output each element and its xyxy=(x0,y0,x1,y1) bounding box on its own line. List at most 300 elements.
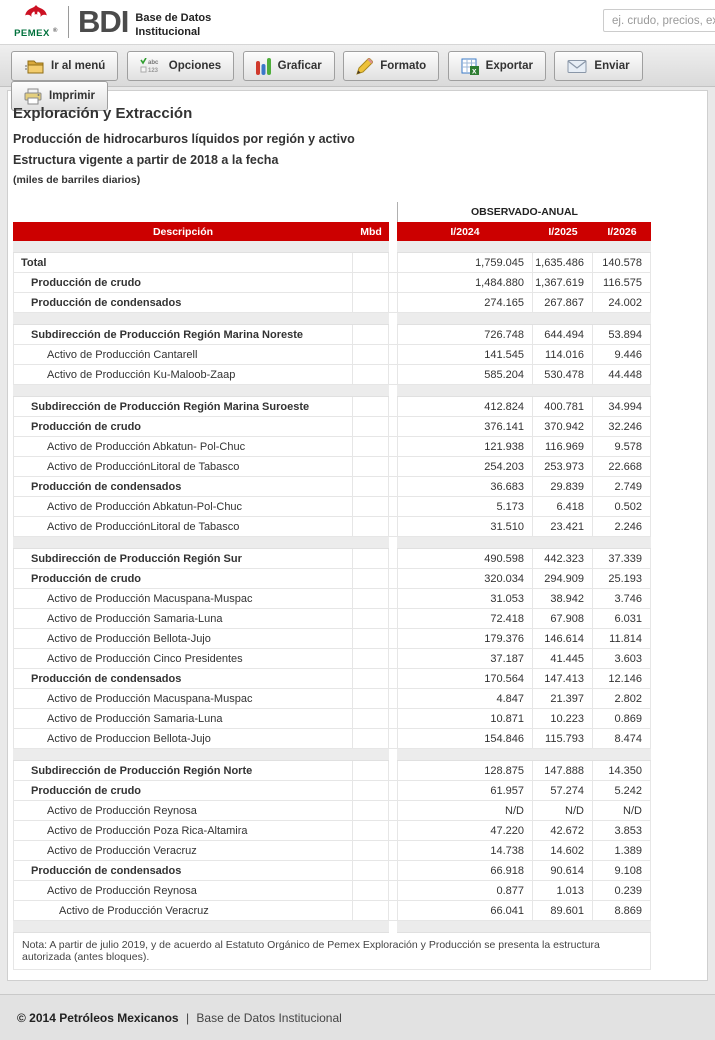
row-label: Total xyxy=(13,253,353,273)
table-row xyxy=(13,477,651,497)
row-value: 37.339 xyxy=(593,549,651,569)
row-label: Activo de Producción Samaria-Luna xyxy=(13,709,353,729)
row-value: 0.869 xyxy=(593,709,651,729)
column-gap xyxy=(389,589,397,609)
page-units: (miles de barriles diarios) xyxy=(13,174,141,186)
row-value: 442.323 xyxy=(533,549,593,569)
spacer-cell xyxy=(593,385,651,397)
table-row xyxy=(13,549,651,569)
table-row xyxy=(13,821,651,841)
svg-text:abc: abc xyxy=(147,60,159,66)
row-label: Activo de Producción Abkatun-Pol-Chuc xyxy=(13,497,353,517)
row-value: 14.738 xyxy=(397,841,533,861)
spacer-cell xyxy=(533,385,593,397)
row-value: 9.108 xyxy=(593,861,651,881)
row-mbd-cell xyxy=(353,689,389,709)
spacer-cell xyxy=(533,749,593,761)
bdi-logo-text: BDI xyxy=(78,4,129,39)
row-label: Activo de Producción Abkatun- Pol-Chuc xyxy=(13,437,353,457)
row-value: 47.220 xyxy=(397,821,533,841)
row-label: Subdirección de Producción Región Marina Noreste xyxy=(13,325,353,345)
row-value: 644.494 xyxy=(533,325,593,345)
row-value: 4.847 xyxy=(397,689,533,709)
row-value: 294.909 xyxy=(533,569,593,589)
row-value: 3.853 xyxy=(593,821,651,841)
column-gap xyxy=(389,457,397,477)
pencil-icon xyxy=(356,58,373,75)
column-gap xyxy=(389,417,397,437)
bdi-tagline xyxy=(135,5,211,38)
row-value: 490.598 xyxy=(397,549,533,569)
column-gap xyxy=(389,477,397,497)
row-value: 147.413 xyxy=(533,669,593,689)
row-mbd-cell xyxy=(353,397,389,417)
table-row xyxy=(13,669,651,689)
row-mbd-cell xyxy=(353,761,389,781)
spacer-cell xyxy=(397,385,533,397)
send-button[interactable] xyxy=(554,51,642,81)
column-gap xyxy=(389,921,397,933)
table-row xyxy=(13,517,651,537)
column-gap xyxy=(389,881,397,901)
row-value: 31.053 xyxy=(397,589,533,609)
row-value: 5.242 xyxy=(593,781,651,801)
row-value: 5.173 xyxy=(397,497,533,517)
column-gap xyxy=(389,345,397,365)
row-value: 36.683 xyxy=(397,477,533,497)
spacer-cell xyxy=(13,313,353,325)
row-value: 400.781 xyxy=(533,397,593,417)
column-header-mbd: Mbd xyxy=(353,222,389,241)
table-row xyxy=(13,273,651,293)
bar-chart-icon xyxy=(256,58,271,75)
row-value: 24.002 xyxy=(593,293,651,313)
spacer-row xyxy=(13,749,651,761)
spacer-row xyxy=(13,313,651,325)
table-body xyxy=(13,241,651,970)
table-row xyxy=(13,253,651,273)
row-label: Activo de Producción Reynosa xyxy=(13,881,353,901)
table-row xyxy=(13,325,651,345)
table-note-row xyxy=(13,933,651,970)
options-button[interactable] xyxy=(127,51,234,81)
envelope-icon xyxy=(567,59,587,74)
table-row xyxy=(13,649,651,669)
row-mbd-cell xyxy=(353,841,389,861)
pemex-wordmark: PEMEX ® xyxy=(14,27,58,40)
column-gap xyxy=(389,549,397,569)
column-gap xyxy=(389,629,397,649)
row-value: 72.418 xyxy=(397,609,533,629)
table-row xyxy=(13,417,651,437)
row-label: Activo de Producción Macuspana-Muspac xyxy=(13,589,353,609)
column-gap xyxy=(389,253,397,273)
row-value: 274.165 xyxy=(397,293,533,313)
folder-menu-icon xyxy=(24,58,44,74)
column-gap xyxy=(389,385,397,397)
table-row xyxy=(13,397,651,417)
top-header xyxy=(0,0,715,45)
row-value: 141.545 xyxy=(397,345,533,365)
spacer-cell xyxy=(397,921,533,933)
row-mbd-cell xyxy=(353,881,389,901)
spacer-cell xyxy=(13,385,353,397)
tagline-line2: Institucional xyxy=(135,25,201,38)
row-value: N/D xyxy=(533,801,593,821)
row-label: Activo de Producción Cantarell xyxy=(13,345,353,365)
row-value: 3.746 xyxy=(593,589,651,609)
column-gap xyxy=(389,569,397,589)
table-row xyxy=(13,901,651,921)
row-value: 61.957 xyxy=(397,781,533,801)
row-value: 11.814 xyxy=(593,629,651,649)
row-value: 0.502 xyxy=(593,497,651,517)
row-label: Producción de crudo xyxy=(13,273,353,293)
column-gap xyxy=(389,689,397,709)
registered-mark: ® xyxy=(52,27,58,34)
row-value: 89.601 xyxy=(533,901,593,921)
row-value: 585.204 xyxy=(397,365,533,385)
row-value: 170.564 xyxy=(397,669,533,689)
footer-copyright: © 2014 Petróleos Mexicanos xyxy=(17,1010,179,1025)
row-value: 41.445 xyxy=(533,649,593,669)
row-label: Producción de crudo xyxy=(13,417,353,437)
column-gap xyxy=(389,609,397,629)
row-value: 14.602 xyxy=(533,841,593,861)
row-value: 115.793 xyxy=(533,729,593,749)
row-value: 146.614 xyxy=(533,629,593,649)
row-mbd-cell xyxy=(353,729,389,749)
row-label: Activo de Produccion Bellota-Jujo xyxy=(13,729,353,749)
row-mbd-cell xyxy=(353,781,389,801)
row-mbd-cell xyxy=(353,549,389,569)
row-value: 25.193 xyxy=(593,569,651,589)
row-value: 254.203 xyxy=(397,457,533,477)
brand-divider xyxy=(68,6,69,38)
row-label: Subdirección de Producción Región Marina Suroeste xyxy=(13,397,353,417)
page-title: Exploración y Extracción xyxy=(13,105,193,122)
table-row xyxy=(13,689,651,709)
row-value: 267.867 xyxy=(533,293,593,313)
row-label: Activo de ProducciónLitoral de Tabasco xyxy=(13,457,353,477)
row-mbd-cell xyxy=(353,861,389,881)
column-gap xyxy=(389,821,397,841)
printer-icon xyxy=(24,88,42,105)
column-header-descripcion: Descripción xyxy=(13,222,353,241)
row-value: 179.376 xyxy=(397,629,533,649)
table-row xyxy=(13,781,651,801)
button-label: Exportar xyxy=(485,60,533,72)
table-row xyxy=(13,293,651,313)
row-mbd-cell xyxy=(353,345,389,365)
row-mbd-cell xyxy=(353,901,389,921)
row-value: 3.603 xyxy=(593,649,651,669)
column-gap xyxy=(389,749,397,761)
spacer-row xyxy=(13,241,651,253)
spacer-cell xyxy=(593,241,651,253)
row-label: Activo de Producción Samaria-Luna xyxy=(13,609,353,629)
row-mbd-cell xyxy=(353,273,389,293)
row-label: Producción de condensados xyxy=(13,477,353,497)
table-row xyxy=(13,569,651,589)
button-label: Formato xyxy=(380,60,427,72)
row-mbd-cell xyxy=(353,293,389,313)
row-mbd-cell xyxy=(353,821,389,841)
button-label: Opciones xyxy=(168,60,222,72)
svg-text:123: 123 xyxy=(147,68,158,74)
page-subtitle-structure: Estructura vigente a partir de 2018 a la fecha xyxy=(13,153,279,167)
column-gap xyxy=(389,901,397,921)
row-value: 1.389 xyxy=(593,841,651,861)
table-row xyxy=(13,761,651,781)
row-mbd-cell xyxy=(353,325,389,345)
spacer-cell xyxy=(353,241,389,253)
spacer-cell xyxy=(13,537,353,549)
button-label: Enviar xyxy=(594,60,630,72)
button-label: Ir al menú xyxy=(51,60,106,72)
row-value: 116.575 xyxy=(593,273,651,293)
column-gap xyxy=(389,293,397,313)
row-value: 34.994 xyxy=(593,397,651,417)
spacer-cell xyxy=(13,241,353,253)
row-value: N/D xyxy=(593,801,651,821)
column-gap xyxy=(389,729,397,749)
row-mbd-cell xyxy=(353,709,389,729)
column-gap xyxy=(389,241,397,253)
row-value: 21.397 xyxy=(533,689,593,709)
tagline-line1: Base de Datos xyxy=(135,12,212,25)
column-gap xyxy=(389,861,397,881)
spacer-cell xyxy=(13,749,353,761)
table-row xyxy=(13,497,651,517)
row-value: 2.749 xyxy=(593,477,651,497)
row-mbd-cell xyxy=(353,629,389,649)
table-row xyxy=(13,589,651,609)
row-value: 9.578 xyxy=(593,437,651,457)
row-value: 376.141 xyxy=(397,417,533,437)
row-value: 114.016 xyxy=(533,345,593,365)
column-gap xyxy=(389,517,397,537)
row-mbd-cell xyxy=(353,609,389,629)
row-value: 154.846 xyxy=(397,729,533,749)
row-mbd-cell xyxy=(353,417,389,437)
brand-logo xyxy=(10,3,211,41)
column-gap xyxy=(389,365,397,385)
excel-export-icon xyxy=(461,58,479,75)
table-row xyxy=(13,709,651,729)
spacer-cell xyxy=(13,921,353,933)
spacer-cell xyxy=(353,749,389,761)
column-header-2025: I/2025 xyxy=(533,222,593,241)
row-value: 23.421 xyxy=(533,517,593,537)
row-value: 116.969 xyxy=(533,437,593,457)
column-gap xyxy=(389,801,397,821)
footer-site-name: Base de Datos Institucional xyxy=(196,1010,342,1025)
row-value: 67.908 xyxy=(533,609,593,629)
row-value: 53.894 xyxy=(593,325,651,345)
column-gap xyxy=(389,497,397,517)
table-row xyxy=(13,345,651,365)
row-label: Producción de condensados xyxy=(13,861,353,881)
row-value: 253.973 xyxy=(533,457,593,477)
spacer-cell xyxy=(353,313,389,325)
row-value: 6.418 xyxy=(533,497,593,517)
row-value: 128.875 xyxy=(397,761,533,781)
row-value: 6.031 xyxy=(593,609,651,629)
table-row xyxy=(13,609,651,629)
row-label: Activo de ProducciónLitoral de Tabasco xyxy=(13,517,353,537)
observed-annual-label: OBSERVADO-ANUAL xyxy=(397,202,651,222)
row-value: 44.448 xyxy=(593,365,651,385)
row-value: 140.578 xyxy=(593,253,651,273)
row-value: 31.510 xyxy=(397,517,533,537)
table-row xyxy=(13,629,651,649)
row-value: 57.274 xyxy=(533,781,593,801)
svg-text:x: x xyxy=(471,66,477,75)
format-button[interactable] xyxy=(343,51,439,81)
table-note: Nota: A partir de julio 2019, y de acuerdo al Estatuto Orgánico de Pemex Exploración y Producción se presenta la estructura autorizada (antes bloques). xyxy=(13,933,651,970)
row-label: Producción de condensados xyxy=(13,669,353,689)
column-gap xyxy=(389,437,397,457)
spacer-cell xyxy=(533,921,593,933)
chart-button[interactable] xyxy=(243,51,335,81)
table-row xyxy=(13,729,651,749)
content-panel xyxy=(7,90,708,981)
row-value: 66.918 xyxy=(397,861,533,881)
row-value: 0.877 xyxy=(397,881,533,901)
row-value: 0.239 xyxy=(593,881,651,901)
row-value: 1,367.619 xyxy=(533,273,593,293)
spacer-cell xyxy=(533,313,593,325)
spacer-row xyxy=(13,537,651,549)
pemex-eagle-icon xyxy=(22,5,50,28)
spacer-cell xyxy=(397,537,533,549)
row-label: Producción de crudo xyxy=(13,569,353,589)
row-value: 22.668 xyxy=(593,457,651,477)
toolbar xyxy=(0,45,715,102)
row-label: Producción de condensados xyxy=(13,293,353,313)
row-value: 726.748 xyxy=(397,325,533,345)
spacer-cell xyxy=(593,921,651,933)
row-value: 66.041 xyxy=(397,901,533,921)
row-mbd-cell xyxy=(353,477,389,497)
row-value: 42.672 xyxy=(533,821,593,841)
row-label: Subdirección de Producción Región Norte xyxy=(13,761,353,781)
pemex-logo xyxy=(10,5,62,39)
column-gap xyxy=(389,325,397,345)
row-value: 320.034 xyxy=(397,569,533,589)
row-label: Activo de Producción Poza Rica-Altamira xyxy=(13,821,353,841)
row-value: 8.869 xyxy=(593,901,651,921)
table-header-row xyxy=(13,222,651,241)
observed-annual-header xyxy=(13,202,651,222)
search-input[interactable] xyxy=(603,9,715,32)
spacer-row xyxy=(13,921,651,933)
row-mbd-cell xyxy=(353,649,389,669)
export-button[interactable] xyxy=(448,51,546,81)
spacer-cell xyxy=(593,313,651,325)
row-value: 412.824 xyxy=(397,397,533,417)
row-mbd-cell xyxy=(353,569,389,589)
column-gap xyxy=(389,781,397,801)
table-row xyxy=(13,881,651,901)
row-mbd-cell xyxy=(353,437,389,457)
row-value: 1,484.880 xyxy=(397,273,533,293)
spacer-row xyxy=(13,385,651,397)
row-value: 2.802 xyxy=(593,689,651,709)
site-footer xyxy=(0,994,715,1040)
column-gap xyxy=(389,537,397,549)
row-mbd-cell xyxy=(353,517,389,537)
row-label: Activo de Producción Veracruz xyxy=(13,841,353,861)
row-value: 1,635.486 xyxy=(533,253,593,273)
row-value: N/D xyxy=(397,801,533,821)
row-value: 90.614 xyxy=(533,861,593,881)
column-gap xyxy=(389,669,397,689)
row-mbd-cell xyxy=(353,669,389,689)
spacer-cell xyxy=(353,385,389,397)
row-value: 10.871 xyxy=(397,709,533,729)
spacer-cell xyxy=(593,749,651,761)
row-label: Activo de Producción Veracruz xyxy=(13,901,353,921)
options-abc123-icon xyxy=(140,58,162,74)
table-row xyxy=(13,437,651,457)
column-header-2026: I/2026 xyxy=(593,222,651,241)
row-label: Subdirección de Producción Región Sur xyxy=(13,549,353,569)
row-value: 370.942 xyxy=(533,417,593,437)
button-label: Graficar xyxy=(277,60,322,72)
column-gap xyxy=(389,313,397,325)
row-value: 2.246 xyxy=(593,517,651,537)
spacer-cell xyxy=(397,749,533,761)
row-label: Activo de Producción Reynosa xyxy=(13,801,353,821)
page-subtitle: Producción de hidrocarburos líquidos por región y activo xyxy=(13,132,355,146)
table-row xyxy=(13,801,651,821)
footer-separator: | xyxy=(185,1010,190,1025)
table-row xyxy=(13,841,651,861)
button-label: Imprimir xyxy=(49,90,96,102)
row-value: 38.942 xyxy=(533,589,593,609)
row-mbd-cell xyxy=(353,801,389,821)
row-value: 147.888 xyxy=(533,761,593,781)
row-value: 530.478 xyxy=(533,365,593,385)
column-gap xyxy=(389,222,397,241)
row-label: Activo de Producción Ku-Maloob-Zaap xyxy=(13,365,353,385)
production-table xyxy=(13,222,651,970)
column-gap xyxy=(389,649,397,669)
spacer-cell xyxy=(593,537,651,549)
column-gap xyxy=(389,273,397,293)
column-gap xyxy=(389,761,397,781)
row-value: 37.187 xyxy=(397,649,533,669)
row-label: Activo de Producción Macuspana-Muspac xyxy=(13,689,353,709)
column-gap xyxy=(389,397,397,417)
row-value: 9.446 xyxy=(593,345,651,365)
spacer-cell xyxy=(397,241,533,253)
row-mbd-cell xyxy=(353,497,389,517)
row-value: 32.246 xyxy=(593,417,651,437)
row-mbd-cell xyxy=(353,457,389,477)
go-to-menu-button[interactable] xyxy=(11,51,118,81)
spacer-cell xyxy=(533,241,593,253)
column-header-2024: I/2024 xyxy=(397,222,533,241)
spacer-cell xyxy=(353,537,389,549)
row-mbd-cell xyxy=(353,253,389,273)
table-row xyxy=(13,365,651,385)
column-gap xyxy=(389,709,397,729)
row-mbd-cell xyxy=(353,589,389,609)
table-row xyxy=(13,457,651,477)
